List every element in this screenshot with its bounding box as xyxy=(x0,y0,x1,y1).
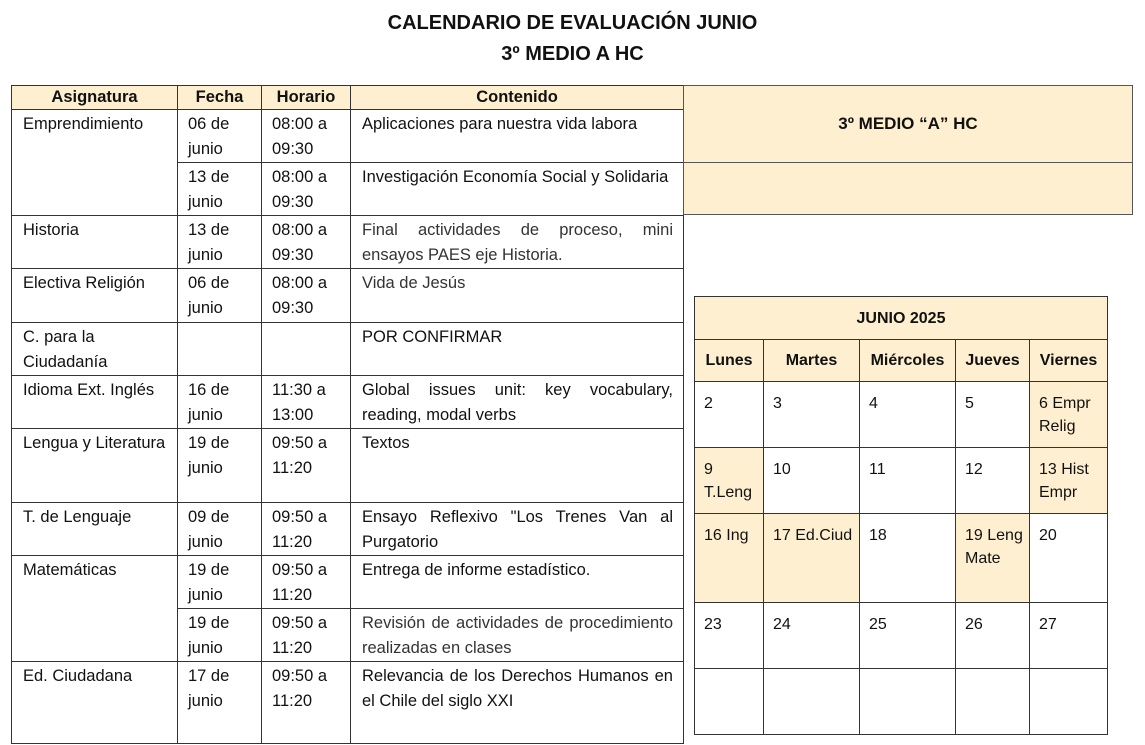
calendar-week xyxy=(695,603,1108,669)
cell-horario: 09:50 a 11:20 xyxy=(262,556,351,609)
calendar-day-evaluation: 16 Ing xyxy=(695,514,764,603)
calendar-day xyxy=(860,669,956,735)
cell-asignatura: Idioma Ext. Inglés xyxy=(12,376,178,429)
weekday-lunes: Lunes xyxy=(695,340,764,382)
cell-horario: 08:00 a 09:30 xyxy=(262,216,351,269)
cell-fecha: 19 de junio xyxy=(178,609,262,662)
table-row xyxy=(12,323,684,376)
cell-horario: 08:00 a 09:30 xyxy=(262,269,351,323)
document-title: CALENDARIO DE EVALUACIÓN JUNIO xyxy=(387,12,758,34)
cell-contenido: Relevancia de los Derechos Humanos en el Chile del siglo XXI xyxy=(351,662,684,744)
calendar-title-row xyxy=(695,297,1108,340)
evaluation-schedule-table xyxy=(11,85,684,744)
cell-contenido: Textos xyxy=(351,429,684,503)
cell-asignatura: Electiva Religión xyxy=(12,269,178,323)
cell-horario: 09:50 a 11:20 xyxy=(262,609,351,662)
calendar-day: 12 xyxy=(956,448,1030,514)
calendar-day xyxy=(956,669,1030,735)
calendar-day-evaluation: 17 Ed.Ciud xyxy=(764,514,860,603)
table-row xyxy=(12,376,684,429)
weekday-viernes: Viernes xyxy=(1030,340,1108,382)
cell-asignatura: Lengua y Literatura xyxy=(12,429,178,503)
cell-fecha: 06 de junio xyxy=(178,269,262,323)
calendar-week xyxy=(695,448,1108,514)
cell-contenido: Aplicaciones para nuestra vida labora xyxy=(351,110,684,163)
weekday-martes: Martes xyxy=(764,340,860,382)
header-asignatura: Asignatura xyxy=(12,86,178,110)
calendar-week xyxy=(695,382,1108,448)
cell-contenido: Vida de Jesús xyxy=(351,269,684,323)
calendar-day-evaluation: 13 Hist Empr xyxy=(1030,448,1108,514)
calendar-day: 2 xyxy=(695,382,764,448)
header-fecha: Fecha xyxy=(178,86,262,110)
calendar-day: 4 xyxy=(860,382,956,448)
cell-fecha: 16 de junio xyxy=(178,376,262,429)
course-blank-box xyxy=(683,162,1133,215)
cell-fecha: 19 de junio xyxy=(178,429,262,503)
table-row xyxy=(12,662,684,744)
cell-asignatura: Ed. Ciudadana xyxy=(12,662,178,744)
cell-fecha: 06 de junio xyxy=(178,110,262,163)
cell-horario: 11:30 a 13:00 xyxy=(262,376,351,429)
calendar-day xyxy=(695,669,764,735)
table-row xyxy=(12,269,684,323)
cell-fecha: 13 de junio xyxy=(178,163,262,216)
cell-horario xyxy=(262,323,351,376)
course-label: 3º MEDIO “A” HC xyxy=(838,114,978,133)
header-contenido: Contenido xyxy=(351,86,684,110)
cell-contenido: Investigación Economía Social y Solidaria xyxy=(351,163,684,216)
cell-fecha xyxy=(178,323,262,376)
weekday-miercoles: Miércoles xyxy=(860,340,956,382)
calendar-weekday-row xyxy=(695,340,1108,382)
cell-horario: 09:50 a 11:20 xyxy=(262,662,351,744)
calendar-day: 5 xyxy=(956,382,1030,448)
calendar-day: 10 xyxy=(764,448,860,514)
calendar-day: 25 xyxy=(860,603,956,669)
cell-contenido: Revisión de actividades de procedimiento realizadas en clases xyxy=(351,609,684,662)
calendar-day xyxy=(764,669,860,735)
calendar-day: 23 xyxy=(695,603,764,669)
cell-horario: 09:50 a 11:20 xyxy=(262,503,351,556)
calendar-day: 3 xyxy=(764,382,860,448)
calendar-day-evaluation: 9 T.Leng xyxy=(695,448,764,514)
calendar-week xyxy=(695,514,1108,603)
calendar-month-title: JUNIO 2025 xyxy=(695,297,1108,340)
calendar-day xyxy=(1030,669,1108,735)
table-row xyxy=(12,110,684,163)
cell-fecha: 17 de junio xyxy=(178,662,262,744)
table-row xyxy=(12,216,684,269)
calendar-day-evaluation: 19 Leng Mate xyxy=(956,514,1030,603)
cell-fecha: 13 de junio xyxy=(178,216,262,269)
cell-horario: 09:50 a 11:20 xyxy=(262,429,351,503)
calendar-week xyxy=(695,669,1108,735)
course-label-box xyxy=(683,85,1133,163)
weekday-jueves: Jueves xyxy=(956,340,1030,382)
header-horario: Horario xyxy=(262,86,351,110)
june-calendar xyxy=(694,296,1108,735)
calendar-day: 27 xyxy=(1030,603,1108,669)
cell-contenido: Entrega de informe estadístico. xyxy=(351,556,684,609)
cell-asignatura: Emprendimiento xyxy=(12,110,178,216)
schedule-header-row xyxy=(12,86,684,110)
cell-asignatura: T. de Lenguaje xyxy=(12,503,178,556)
calendar-day: 26 xyxy=(956,603,1030,669)
cell-contenido: POR CONFIRMAR xyxy=(351,323,684,376)
cell-fecha: 09 de junio xyxy=(178,503,262,556)
cell-asignatura: Matemáticas xyxy=(12,556,178,662)
table-row xyxy=(12,556,684,609)
table-row xyxy=(12,429,684,503)
document-subtitle: 3º MEDIO A HC xyxy=(501,43,644,65)
calendar-day: 11 xyxy=(860,448,956,514)
calendar-day: 18 xyxy=(860,514,956,603)
cell-horario: 08:00 a 09:30 xyxy=(262,163,351,216)
calendar-day-evaluation: 6 Empr Relig xyxy=(1030,382,1108,448)
table-row xyxy=(12,503,684,556)
cell-asignatura: C. para la Ciudadanía xyxy=(12,323,178,376)
calendar-day: 24 xyxy=(764,603,860,669)
calendar-day: 20 xyxy=(1030,514,1108,603)
cell-contenido: Ensayo Reflexivo "Los Trenes Van al Purgatorio xyxy=(351,503,684,556)
cell-contenido: Global issues unit: key vocabulary, reading, modal verbs xyxy=(351,376,684,429)
cell-asignatura: Historia xyxy=(12,216,178,269)
cell-horario: 08:00 a 09:30 xyxy=(262,110,351,163)
cell-fecha: 19 de junio xyxy=(178,556,262,609)
cell-contenido: Final actividades de proceso, mini ensayos PAES eje Historia. xyxy=(351,216,684,269)
